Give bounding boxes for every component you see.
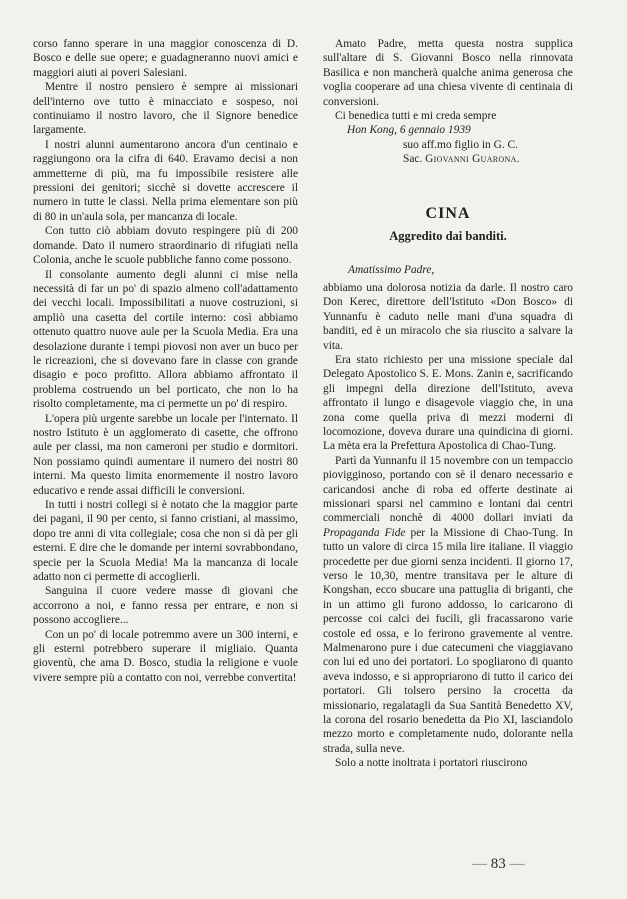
left-column (33, 37, 298, 685)
signature-line: suo aff.mo figlio in G. C. (403, 138, 518, 151)
section-subtitle: Aggredito dai banditi. (389, 229, 507, 244)
paragraph: Mentre il nostro pensiero è sempre ai missionari dell'interno ove tutto è minacciato e sospeso, noi continuiamo il nostro lavoro, che il Signore benedice largamente. (33, 81, 298, 137)
signature-block (323, 138, 573, 167)
paragraph: In tutti i nostri collegi si è notato che la maggior parte dei pagani, il 90 per cento, si fanno cristiani, al massimo, dopo tre anni di vita collegiale; cosa che non si dà per gli esterni. E dire che le domande per interni sovrabbondano, specie per la Scuola Media! Ma la mancanza di locale adatto non ci permette di accoglierli. (33, 499, 298, 584)
paragraph: Con un po' di locale potremmo avere un 300 interni, e gli esterni potrebbero superare il migliaio. Quanta gioventù, che ama D. Bosco, studia la religione e vuole vivere sempre più a contatto con noi, verrebbe convertita! (33, 628, 298, 684)
paragraph: I nostri alunni aumentarono ancora d'un centinaio e raggiungono ora la cifra di 640. Eravamo decisi a non ammetterne di più, ma fu impossibile resistere alle pressioni dei genitori; sicchè si dovette accrescere il numero in tutte le classi. Nella prima elementare son più di 80 in un'aula sola, per mancanza di locale. (33, 138, 298, 223)
salutation: Amatissimo Padre, (348, 264, 435, 277)
signature-name: Giovanni Guarona. (425, 153, 520, 166)
paragraph: Amato Padre, metta questa nostra supplica sull'altare di S. Giovanni Bosco nella rinnovata Basilica e non mancherà qualche anima generosa che voglia cooperare ad una chiesa vivente di centinaia di conversioni. (323, 38, 573, 108)
signature-prefix: Sac. (403, 153, 423, 166)
signature-name-line (323, 152, 573, 166)
paragraph: Sanguina il cuore vedere masse di giovani che accorrono a noi, e fanno ressa per entrare, e non si possono accogliere... (33, 585, 298, 627)
ornament-dash: — (509, 856, 525, 872)
paragraph: Il consolante aumento degli alunni ci mise nella necessità di far un po' di spazio almeno coll'adattamento dei vecchi locali. Impossibilitati a nuove costruzioni, si ampliò una casetta del cortile interno: così abbiamo ottenuto quattro nuove aule per la Scuola Media. Era una desolazione durante i tempi piovosi non aver un buco per le ricreazioni, che si dovevano fare in classe con grande disagio e poco profitto. Allora abbiamo affrontato il problema costruendo un bel porticato, che non lo ha risolto completamente, ma ci permette un po' di respiro. (33, 268, 298, 411)
paragraph-text: Partì da Yunnanfu il 15 novembre con un tempaccio piovigginoso, portando con sè il denaro necessario e caricandosi anche di roba ed offerte destinate ai missionari sparsi nel cammino e lontani dai centri commerciali nonchè di 4000 dollari inviati da (323, 454, 573, 525)
italic-term: Propaganda Fide (323, 526, 406, 539)
paragraph (323, 454, 573, 757)
paragraph: abbiamo una dolorosa notizia da darle. Il nostro caro Don Kerec, direttore dell'Istituto «Don Bosco» di Yunnanfu è caduto nelle mani d'una squadra di banditi, ed è un miracolo che sia riuscito a salvare la vita. (323, 281, 573, 352)
paragraph: Era stato richiesto per una missione speciale dal Delegato Apostolico S. E. Mons. Zanin e, sacrificando gli impegni della direzione dell'Istituto, aveva affrontato il lungo e disagevole viaggio che, in una zona come quella priva di mezzi moderni di locomozione, doveva durare una quindicina di giorni. La mèta era la Prefettura Apostolica di Chao-Tung. (323, 353, 573, 453)
ornament-dash: — (472, 856, 487, 872)
right-column (323, 37, 573, 771)
paragraph-text: per la Missione di Chao-Tung. In tutto un valore di circa 15 mila lire italiane. Il viaggio procedette per due giorni senza incidenti. Il giorno 17, verso le 10,30, mentre transitava per le alture di Kongshan, ecco sbucare una pattuglia di briganti, che in un attimo gli furono addosso, lo caricarono di percosse coi calci dei fucili, gli fracassarono varie costole ed ossa, e lo ferirono gravemente al ventre. Malmenarono pure i due catecumeni che viaggiavano con lui ed uno dei portatori. Lo spogliarono di quanto aveva indosso, e si appropriarono di tutto il carico dei portatori. Gli tolsero persino la crocetta da missionario, regalatagli da Sua Santità Benedetto XV, la corona del rosario benedetta da Pio XI, lasciandolo mezzo morto e completamente nudo, dolorante nella strada, sulla neve. (323, 526, 573, 755)
paragraph: L'opera più urgente sarebbe un locale per l'internato. Il nostro Istituto è un agglomerato di casette, che offrono aule per classi, ma non cameroni per studio e dormitori. Non possiamo quindi aumentare il numero dei nostri 80 interni. Ma questo limita enormemente il nostro lavoro educativo e rende assai difficili le conversioni. (33, 412, 298, 497)
paragraph: Con tutto ciò abbiam dovuto respingere più di 200 domande. Dato il numero straordinario di rifugiati nella Colonia, anche le scuole pubbliche fanno come possono. (33, 225, 298, 267)
page-number: 83 (490, 856, 506, 872)
page-number-block (472, 856, 525, 873)
paragraph: Solo a notte inoltrata i portatori riuscirono (335, 757, 528, 770)
closing-line: Ci benedica tutti e mi creda sempre (335, 110, 497, 123)
section-title: CINA (425, 204, 471, 222)
dateline: Hon Kong, 6 gennaio 1939 (347, 124, 471, 137)
paragraph: corso fanno sperare in una maggior conoscenza di D. Bosco e delle sue opere; e guadagneranno nuovi amici e maggiori aiuti ai poveri Salesiani. (33, 38, 298, 79)
